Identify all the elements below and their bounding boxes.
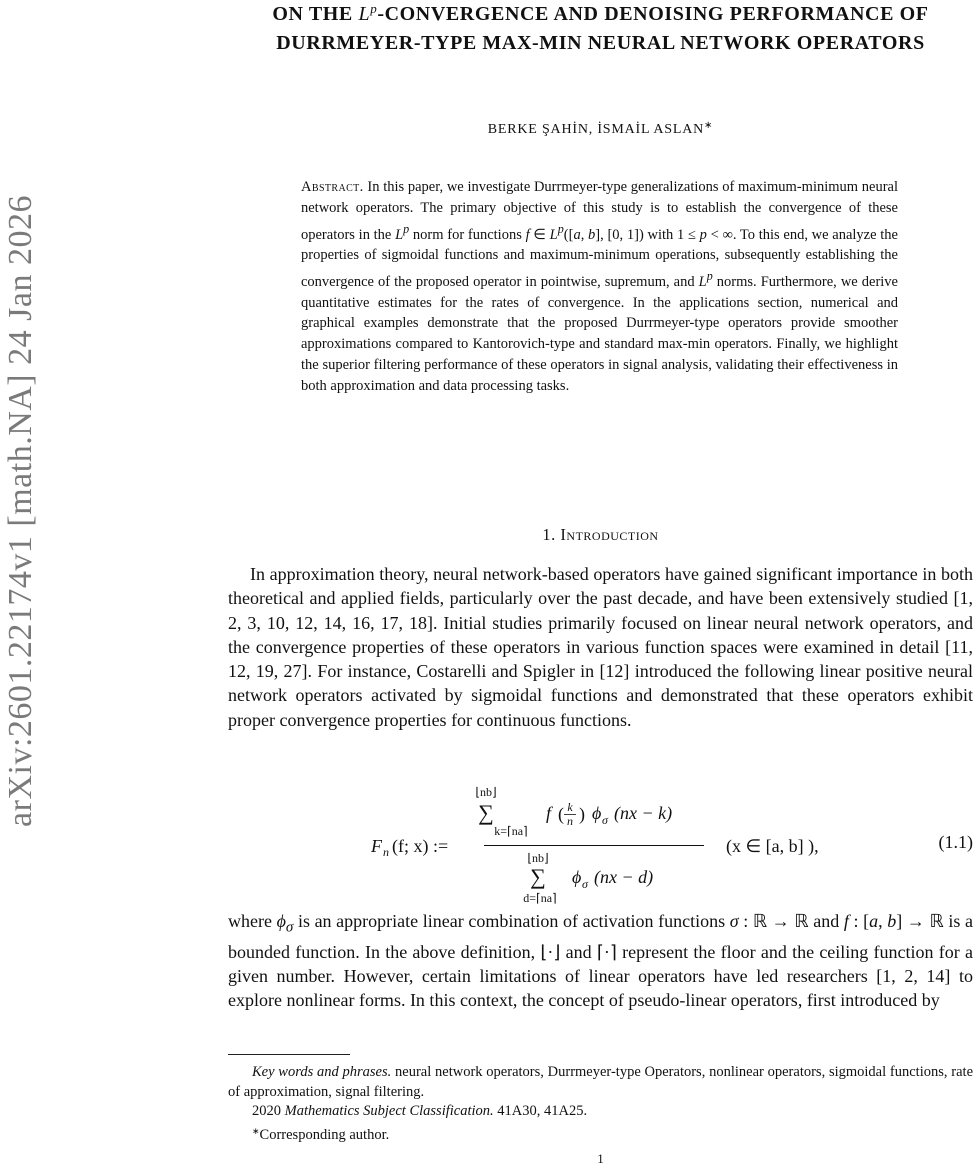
author-list: BERKE ŞAHİN, İSMAİL ASLAN∗ — [228, 120, 973, 138]
svg-text:ϕ: ϕ — [592, 803, 601, 823]
svg-text:⌊nb⌋: ⌊nb⌋ — [475, 785, 496, 799]
svg-text:(x ∈ [a, b] ),: (x ∈ [a, b] ), — [726, 836, 819, 857]
svg-text:k=⌈na⌉: k=⌈na⌉ — [494, 824, 527, 838]
intro-paragraph-1: In approximation theory, neural network-based operators have gained significant importance in both theoretical and applied fields, particularly over the past decade, and have been extensively studied [1, 2, 3, 10, 12, 14, 16, 17, 18]. Initial studies primarily focused on linear neural network operators, and the convergence properties of these operators in various function spaces were examined in detail [11, 12, 19, 27]. For instance, Costarelli and Spigler in [12] introduced the following linear positive neural network operators activated by sigmoidal functions and demonstrated that these operators exhibit proper convergence properties for continuous functions. — [228, 562, 973, 732]
equation-number: (1.1) — [939, 832, 973, 853]
footnote-msc: 2020 Mathematics Subject Classification. 41A30, 41A25. — [228, 1102, 973, 1122]
svg-text:k: k — [567, 800, 573, 814]
svg-text:F: F — [370, 836, 383, 856]
svg-text:σ: σ — [582, 877, 589, 891]
svg-text:∑: ∑ — [478, 800, 494, 825]
svg-text:∑: ∑ — [530, 864, 546, 889]
abstract-label: Abstract. — [301, 179, 364, 195]
svg-text:(nx − k): (nx − k) — [614, 803, 672, 824]
footnote-divider — [228, 1054, 350, 1055]
arxiv-identifier[interactable]: arXiv:2601.22174v1 [math.NA] 24 Jan 2026 — [2, 195, 40, 827]
arxiv-identifier-margin — [4, 120, 38, 902]
svg-text:σ: σ — [602, 813, 609, 827]
svg-text:d=⌈na⌉: d=⌈na⌉ — [523, 891, 556, 904]
svg-text:(f; x) :=: (f; x) := — [392, 836, 448, 857]
svg-text:): ) — [579, 804, 585, 825]
footnote-corresponding-author: ∗Corresponding author. — [228, 1122, 973, 1146]
svg-text:n: n — [383, 845, 389, 859]
svg-text:n: n — [567, 814, 573, 828]
abstract: Abstract. In this paper, we investigate Durrmeyer-type generalizations of maximum-minimum neural network operators. The primary objective of this study is to establish the convergence of these operators in the $L^p$ norm for functions f ∈ $L^p([a$, b], [0, 1]) with 1 ≤ p < ∞. To this end, we analyze the properties of sigmoidal functions and maximum-minimum operations, subsequently establishing the convergence of the proposed operator in pointwise, supremum, and $L^p$ norms. Furthermore, we derive quantitative estimates for the rates of convergence. In the applications section, numerical and graphical examples demonstrate that the proposed Durrmeyer-type operators provide smoother approximations compared to Kantorovich-type and standard max-min operators. Finally, we highlight the superior filtering performance of these operators in signal analysis, validating their effectiveness in both approximation and data processing tasks. — [301, 177, 898, 397]
intro-paragraph-2: where $\phi_\sigma$ is an appropriate linear combination of activation functions σ : ℝ → ℝ and f : [a, b] → ℝ is a bounded function. In the above definition, ⌊·⌋ and ⌈·⌉ represent the floor and the ceiling function for a given number. However, certain limitations of linear operators have led researchers [1, 2, 14] to explore nonlinear forms. In this context, the concept of pseudo-linear operators, first introduced by — [228, 909, 973, 1013]
paper-title: ON THE $L^p$-CONVERGENCE AND DENOISING PERFORMANCE OF DURRMEYER-TYPE MAX-MIN NEURAL NETWORK OPERATORS — [228, 0, 973, 58]
footnote-keywords: Key words and phrases. neural network operators, Durrmeyer-type Operators, nonlinear operators, sigmoidal functions, rate of approximation, signal filtering. — [228, 1063, 973, 1102]
section-heading-introduction: 1. Introduction — [228, 525, 973, 545]
svg-text:f: f — [546, 803, 554, 823]
equation-1-1 — [228, 782, 973, 904]
page-number: 1 — [228, 1151, 973, 1167]
svg-text:(nx − d): (nx − d) — [594, 867, 653, 888]
svg-text:(: ( — [558, 804, 564, 825]
footnotes — [228, 1063, 973, 1145]
svg-text:ϕ: ϕ — [572, 867, 581, 887]
svg-text:⌊nb⌋: ⌊nb⌋ — [527, 851, 548, 865]
equation-graphic — [228, 782, 973, 904]
